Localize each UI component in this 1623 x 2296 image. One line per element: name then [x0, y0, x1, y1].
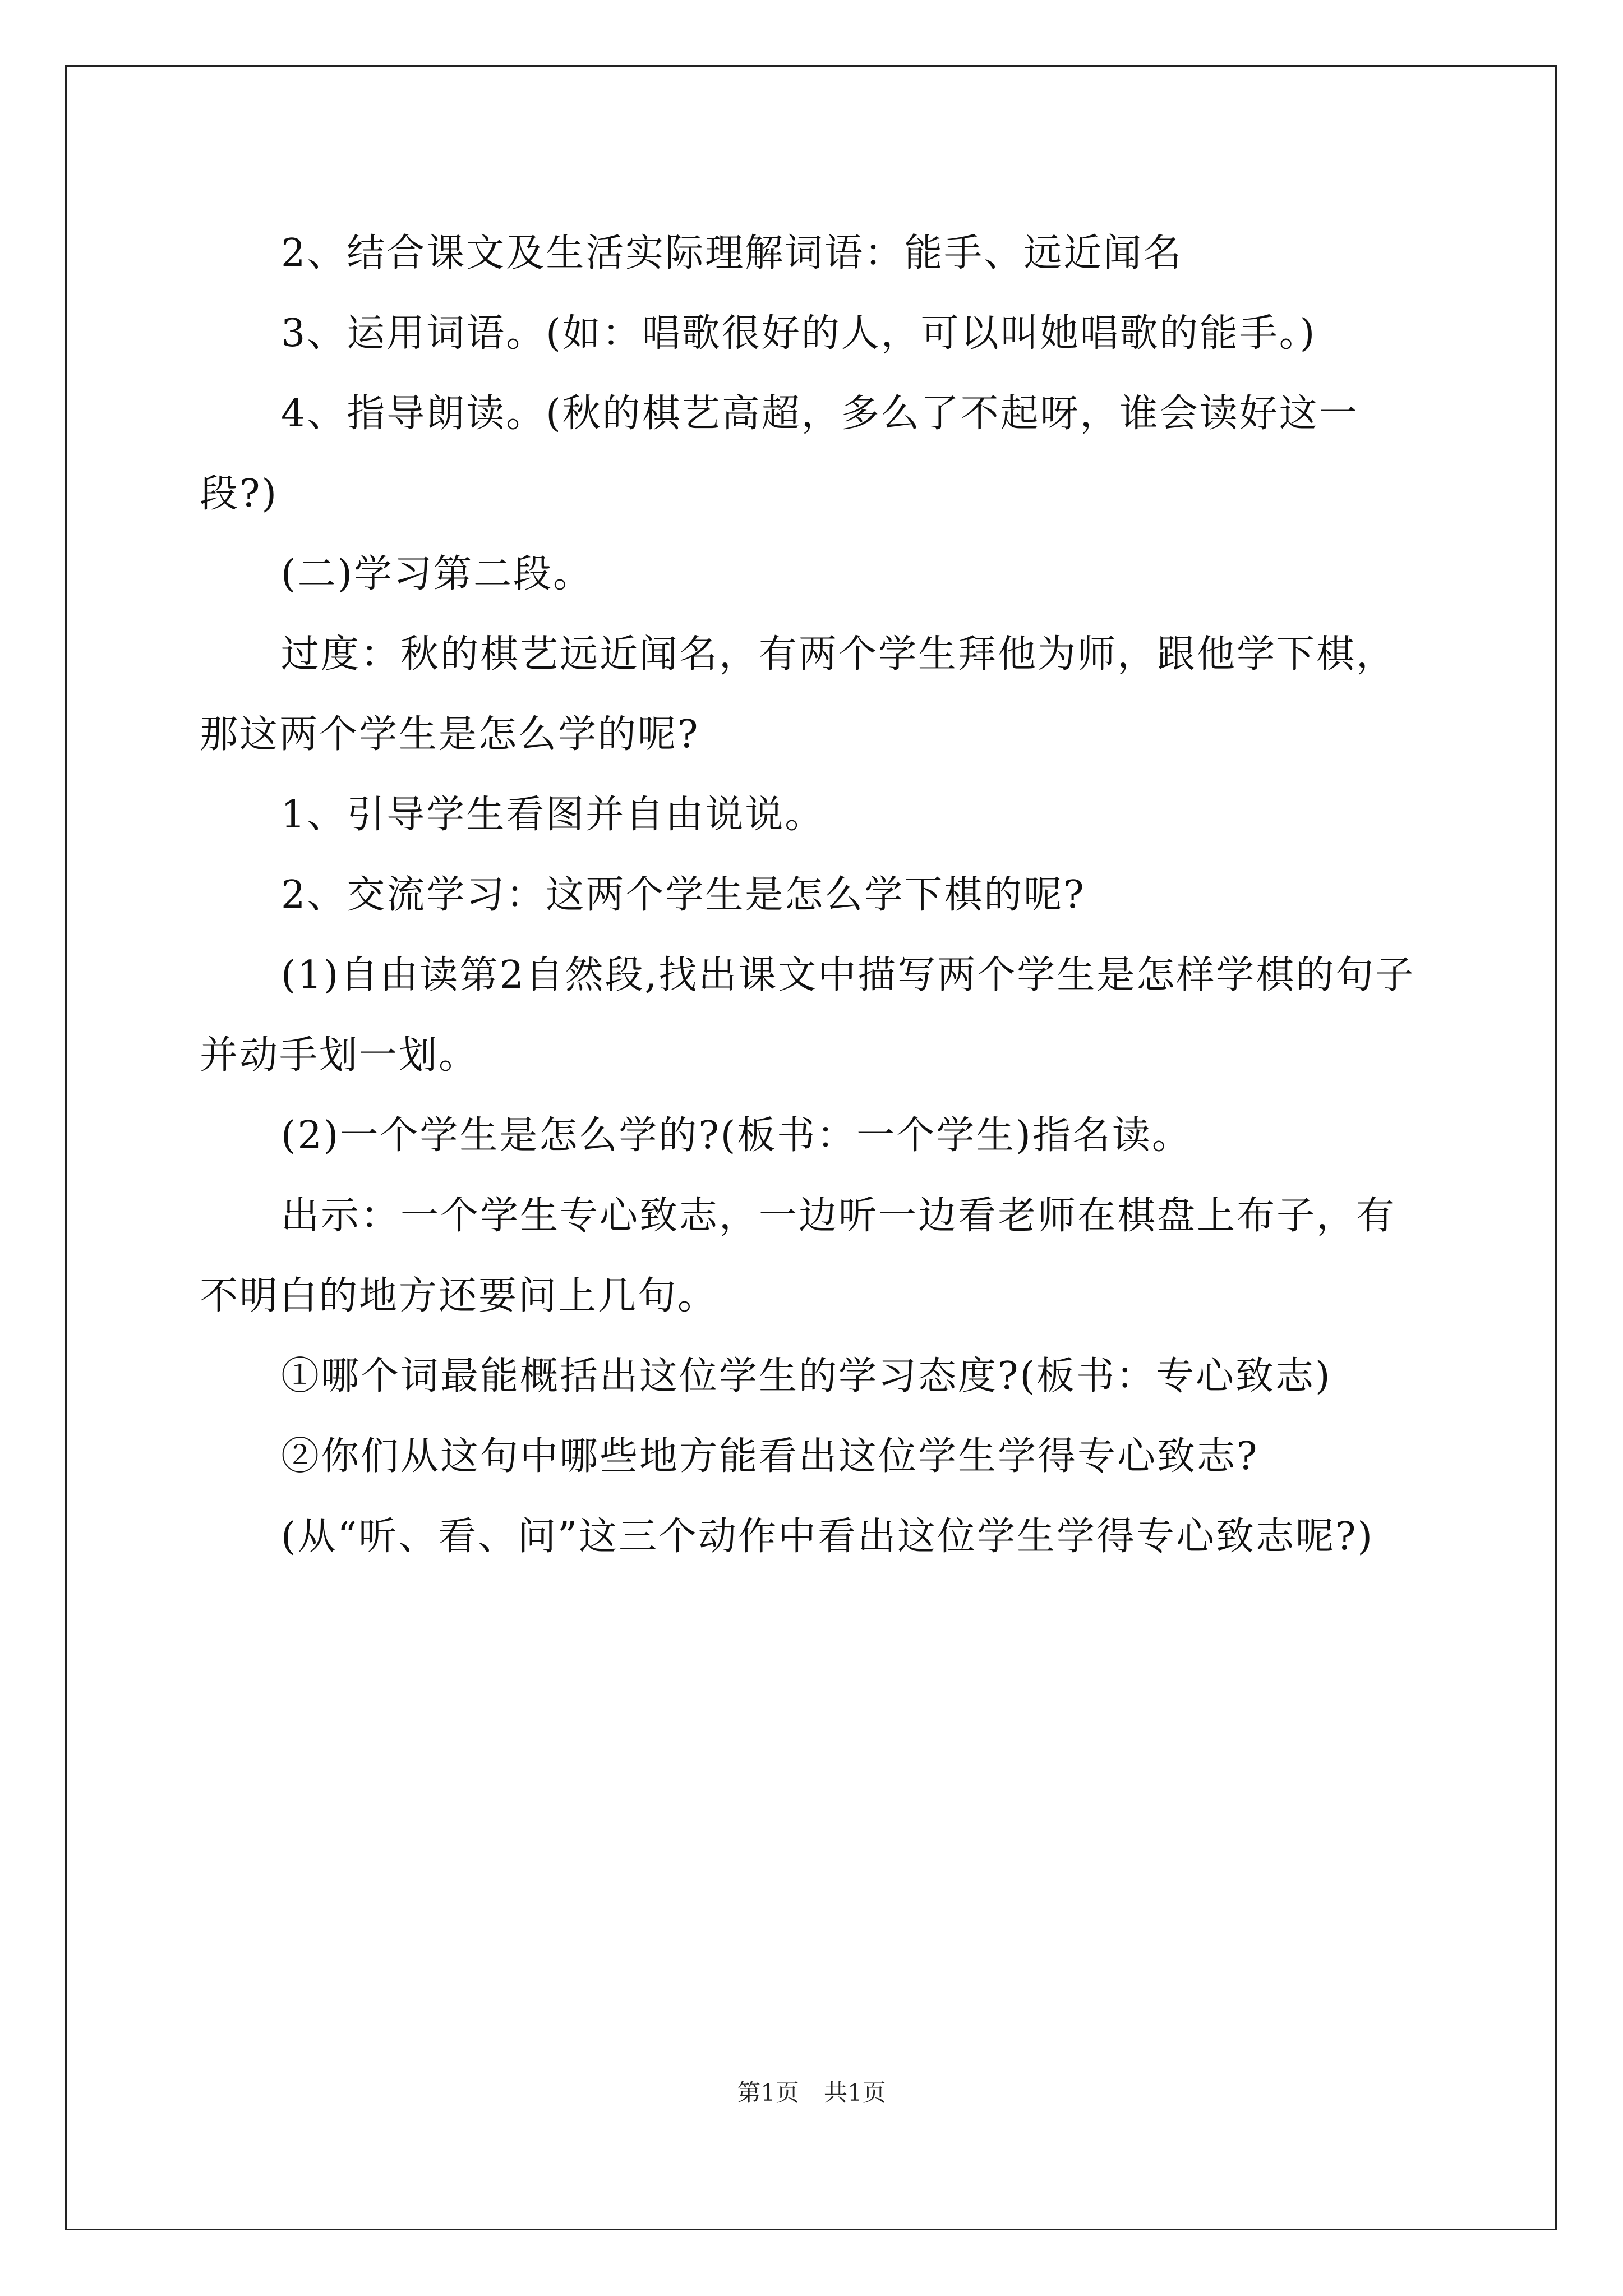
paragraph: ②你们从这句中哪些地方能看出这位学生学得专心致志? — [281, 1434, 1259, 1479]
page-number: 第1页 — [737, 2079, 799, 2106]
paragraph: (2)一个学生是怎么学的?(板书：一个学生)指名读。 — [281, 1114, 1192, 1158]
paragraph: (二)学习第二段。 — [281, 552, 593, 596]
paragraph: 4、指导朗读。(秋的棋艺高超，多么了不起呀，谁会读好这一段?) — [200, 392, 1359, 516]
document-body — [200, 213, 1431, 1577]
paragraph: (从“听、看、问”这三个动作中看出这位学生学得专心致志呢?) — [281, 1515, 1375, 1559]
page-total: 共1页 — [824, 2079, 886, 2106]
paragraph: 2、结合课文及生活实际理解词语：能手、远近闻名 — [281, 231, 1183, 275]
paragraph: 3、运用词语。(如：唱歌很好的人，可以叫她唱歌的能手。) — [281, 311, 1317, 356]
paragraph: 过度：秋的棋艺远近闻名，有两个学生拜他为师，跟他学下棋，那这两个学生是怎么学的呢? — [200, 632, 1396, 757]
paragraph: ①哪个词最能概括出这位学生的学习态度?(板书：专心致志) — [281, 1354, 1332, 1398]
paragraph: 1、引导学生看图并自由说说。 — [281, 793, 825, 837]
page-footer — [0, 2074, 1623, 2108]
paragraph: 2、交流学习：这两个学生是怎么学下棋的呢? — [281, 873, 1086, 917]
paragraph: 出示：一个学生专心致志，一边听一边看老师在棋盘上布子，有不明白的地方还要问上几句。 — [200, 1194, 1396, 1318]
paragraph: (1)自由读第2自然段,找出课文中描写两个学生是怎样学棋的句子并动手划一划。 — [200, 953, 1415, 1078]
